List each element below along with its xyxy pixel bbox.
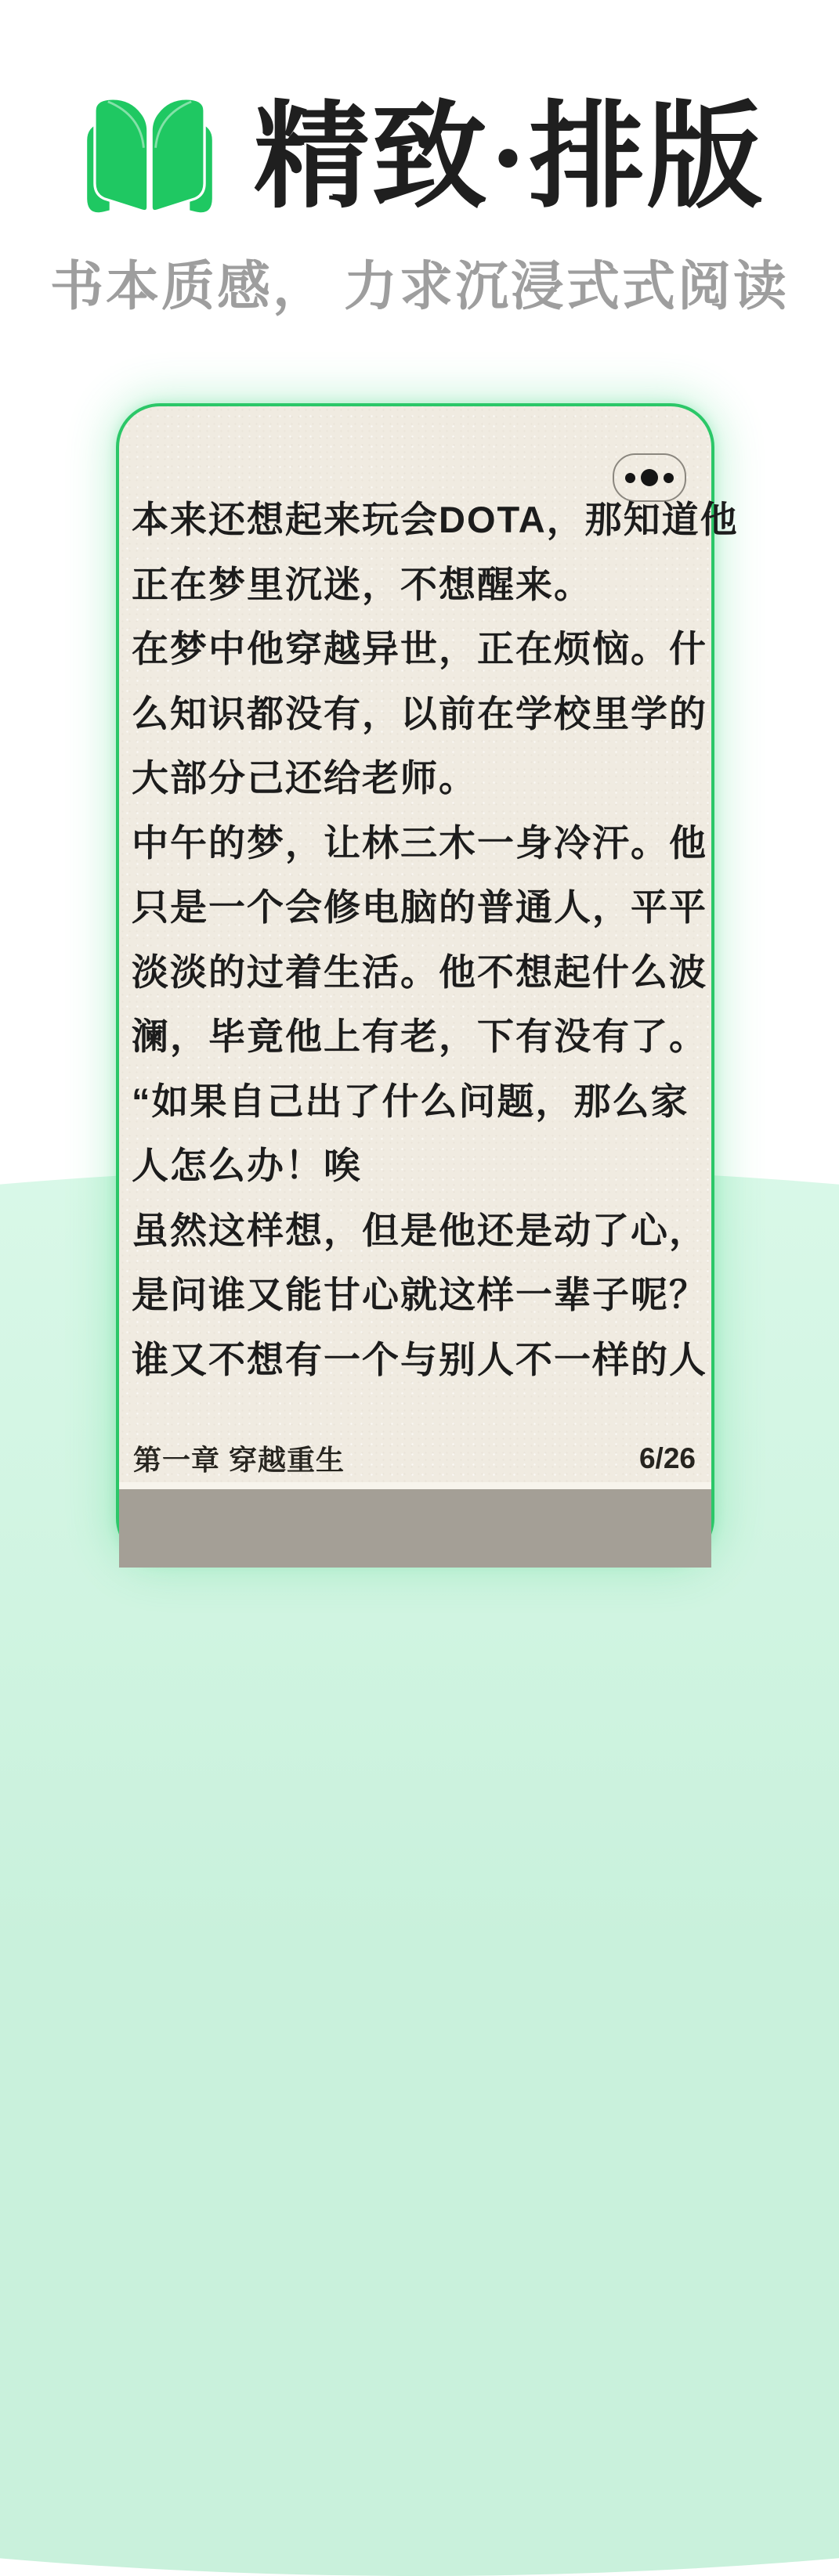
novel-text-line: 正在梦里沉迷，不想醒来。 [132,563,592,605]
novel-text [132,488,739,1392]
novel-text-line: 人怎么办！唉 [132,1145,362,1186]
page-title: 精致·排版 [253,94,765,222]
card-bottom-bar [119,1489,711,1568]
page-subtitle: 书本质感， 力求沉浸式式阅读 [49,257,789,316]
open-book-icon [75,92,224,224]
novel-text-line: 在梦中他穿越异世，正在烦恼。什 [132,628,707,669]
ellipsis-icon [641,469,658,486]
chapter-title: 第一章 穿越重生 [133,1444,345,1476]
card-bottom-gap [119,1482,711,1489]
novel-text-line: 本来还想起来玩会DOTA，那知道他 [132,499,739,540]
novel-text-line: 只是一个会修电脑的普通人，平平 [132,886,707,928]
reader-card [116,403,739,1562]
novel-text-line: “如果自己出了什么问题，那么家 [132,1080,689,1122]
reader-footer [133,1438,696,1478]
novel-text-line: 澜，毕竟他上有老，下有没有了。 [132,1016,707,1057]
novel-text-line: 虽然这样想，但是他还是动了心， [132,1209,707,1251]
novel-text-line: 谁又不想有一个与别人不一样的人 [132,1338,707,1380]
novel-text-line: 淡淡的过着生活。他不想起什么波 [132,951,707,993]
page-indicator: 6/26 [638,1441,696,1474]
novel-text-line: 么知识都没有，以前在学校里学的 [132,692,707,734]
novel-text-line: 是问谁又能甘心就这样一辈子呢？ [132,1274,707,1315]
ellipsis-icon [625,473,635,483]
hero-header [0,92,839,224]
novel-text-line: 大部分己还给老师。 [132,757,477,799]
ellipsis-icon [664,473,674,483]
novel-text-line: 中午的梦，让林三木一身冷汗。他 [132,821,707,864]
